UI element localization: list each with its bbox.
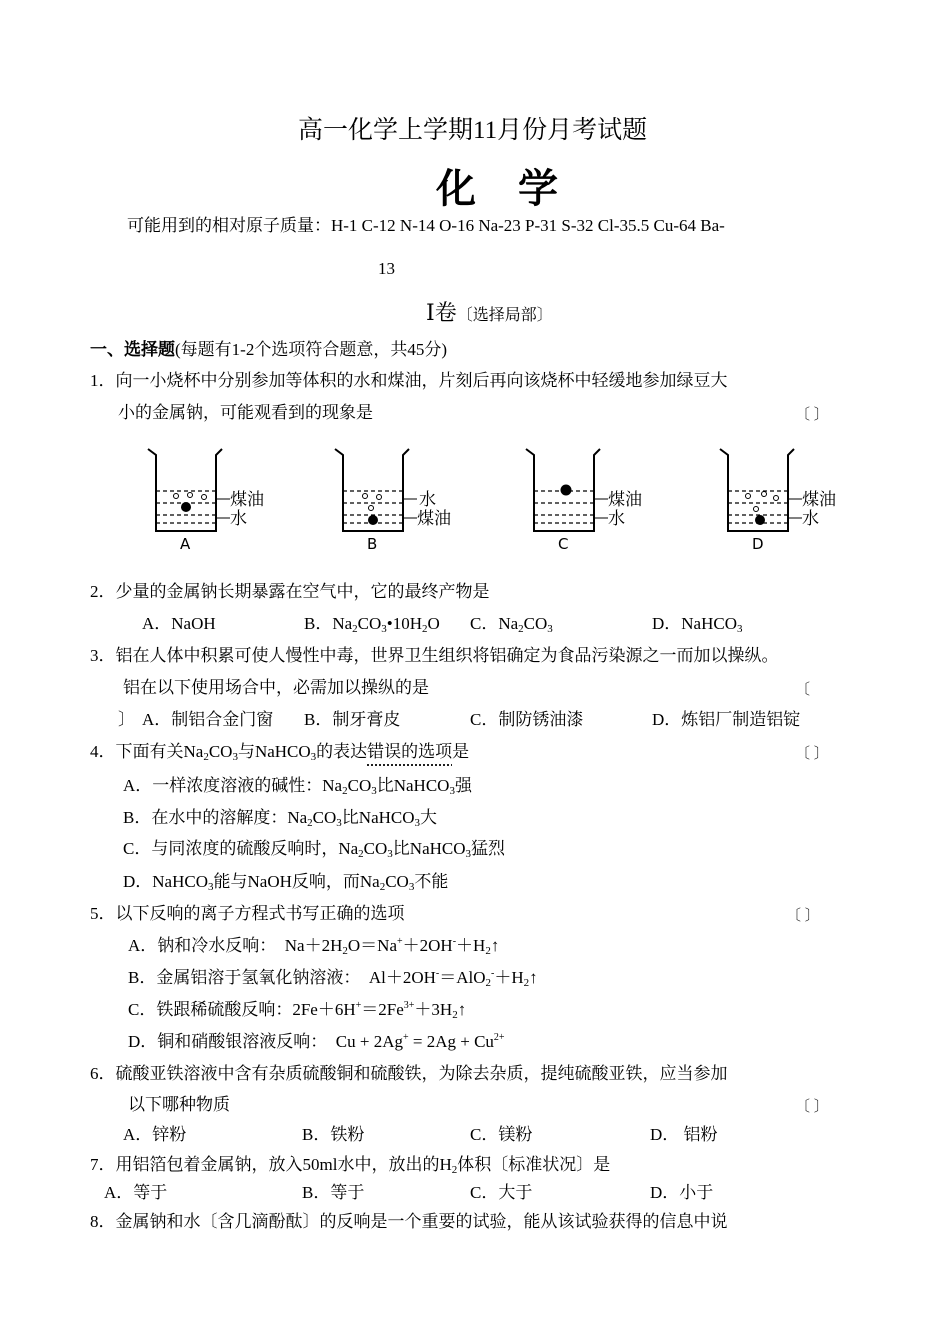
q1-answer-bracket: 〔 〕 [795, 407, 829, 423]
beaker-figure-c [518, 445, 658, 555]
section-header [90, 339, 447, 361]
q6-option-c: C．镁粉 [470, 1125, 533, 1144]
q5-option-b: B．金属铝溶于氢氧化钠溶液： $Al+2OH^-=AlO_2^-+H_2↑$ [128, 968, 538, 989]
q3-stem-line1: 3．铝在人体中积累可使人慢性中毒，世界卫生组织将铝确定为食品污染源之一而加以操纵。 [90, 646, 779, 665]
q2-option-a: A．NaOH [142, 614, 216, 633]
q4-option-b: B．在水中的溶解度：$Na_2CO_3$比NaHCO$_3$大 [123, 808, 438, 829]
sodium-piece [755, 515, 765, 525]
exam-title: 高一化学上学期11月份月考试题 [298, 117, 648, 144]
q2-stem: 2．少量的金属钠长期暴露在空气中，它的最终产物是 [90, 582, 490, 601]
beaker-c-label: C [558, 535, 569, 553]
q7-stem: 7．用铝箔包着金属钠，放入50ml水中，放出的$H_2$体积〔标准状况〕是 [90, 1155, 611, 1176]
q4-option-d: D．NaHCO$_3$能与NaOH反响，而$Na_2CO_3$不能 [123, 872, 449, 893]
q5-answer-bracket: 〔 〕 [786, 908, 820, 924]
beaker-figure-d [712, 445, 852, 555]
q4-emphasis: 错误的选项 [367, 742, 453, 761]
q6-option-d: D． 铝粉 [650, 1125, 718, 1144]
beaker-a-top-label: 煤油 [230, 490, 264, 510]
volume-label: Ⅰ卷 [426, 300, 457, 325]
beaker-d-top-label: 煤油 [802, 490, 836, 510]
section-note: (每题有1-2个选项符合题意，共45分) [175, 340, 447, 359]
q2-option-d: D．NaHCO$_3$ [652, 614, 743, 635]
q5-option-d: D．铜和硝酸银溶液反响： $Cu + 2Ag^+ = 2Ag + Cu^{2+}$ [128, 1032, 505, 1051]
q8-stem-line1: 8．金属钠和水〔含几滴酚酞〕的反响是一个重要的试验，能从该试验获得的信息中说 [90, 1212, 728, 1231]
q4-option-a: A．一样浓度溶液的碱性：$Na_2CO_3$比NaHCO$_3$强 [123, 776, 472, 797]
atomic-masses: 可能用到的相对原子质量：H-1 C-12 N-14 O-16 Na-23 P-31 S-32 Cl-35.5 Cu-64 Ba- [127, 216, 725, 235]
beaker-d-label: D [752, 535, 764, 553]
q7-option-a: A．等于 [104, 1183, 168, 1202]
atomic-masses-cont: 13 [378, 259, 395, 278]
q4-answer-bracket: 〔 〕 [795, 746, 829, 762]
sodium-piece [368, 515, 378, 525]
beaker-a-label: A [180, 535, 191, 553]
q1-stem-line2: 小的金属钠，可能观看到的现象是 [118, 403, 373, 422]
q3-options [118, 709, 135, 731]
q6-option-b: B．铁粉 [302, 1125, 365, 1144]
q2-option-c: C．$Na_2CO_3$ [470, 614, 553, 635]
q2-option-b: B．$Na_2CO_3•10H_2O$ [304, 614, 440, 635]
q7-option-c: C．大于 [470, 1183, 533, 1202]
q4-option-c: C．与同浓度的硫酸反响时，$Na_2CO_3$比NaHCO$_3$猛烈 [123, 839, 506, 860]
q5-option-a: A．钠和冷水反响： $Na+2H_2O=Na^++2OH^-+H_2↑$ [128, 936, 500, 957]
q6-answer-bracket: 〔 〕 [795, 1099, 829, 1115]
sodium-piece [181, 502, 191, 512]
beaker-d-bottom-label: 水 [802, 509, 819, 529]
q4-stem: 4．下面有关$Na_2CO_3$与NaHCO$_3$的表达错误的选项是 [90, 742, 470, 763]
volume-note: 〔选择局部〕 [456, 307, 553, 324]
beaker-b-bottom-label: 煤油 [417, 509, 451, 529]
q7-option-b: B．等于 [302, 1183, 365, 1202]
q3-bracket-open: 〔 [795, 682, 811, 698]
q3-option-c: C．制防锈油漆 [470, 710, 584, 729]
q5-option-c: C．铁跟稀硫酸反响：$2Fe+6H^+=2Fe^{3+}+3H_2↑$ [128, 1000, 467, 1021]
q5-stem: 5．以下反响的离子方程式书写正确的选项 [90, 904, 405, 923]
q3-bracket-close: 〕 [118, 710, 135, 729]
q6-stem-line2: 以下哪种物质 [128, 1095, 230, 1114]
q3-option-b: B．制牙膏皮 [304, 710, 401, 729]
q3-option-a: A．制铝合金门窗 [142, 710, 274, 729]
q1-stem-line1: 1．向一小烧杯中分别参加等体积的水和煤油，片刻后再向该烧杯中轻缓地参加绿豆大 [90, 371, 728, 390]
volume-title [426, 296, 553, 327]
sodium-piece [561, 485, 572, 496]
beaker-a-bottom-label: 水 [230, 509, 247, 529]
beaker-c-bottom-label: 水 [608, 509, 625, 529]
section-title: 一、选择题 [90, 340, 175, 359]
q3-option-d: D．炼铝厂制造铝锭 [652, 710, 801, 729]
q7-option-d: D．小于 [650, 1183, 714, 1202]
beaker-figure-b [327, 445, 467, 555]
q3-stem-line2: 铝在以下使用场合中，必需加以操纵的是 [123, 678, 429, 697]
subject-title: 化 学 [436, 166, 574, 211]
q6-stem-line1: 6．硫酸亚铁溶液中含有杂质硫酸铜和硫酸铁，为除去杂质，提纯硫酸亚铁，应当参加 [90, 1064, 728, 1083]
beaker-figure-a [140, 445, 280, 555]
q6-option-a: A．锌粉 [123, 1125, 187, 1144]
beaker-b-top-label: 水 [419, 490, 436, 510]
beaker-c-top-label: 煤油 [608, 490, 642, 510]
beaker-b-label: B [367, 535, 378, 553]
